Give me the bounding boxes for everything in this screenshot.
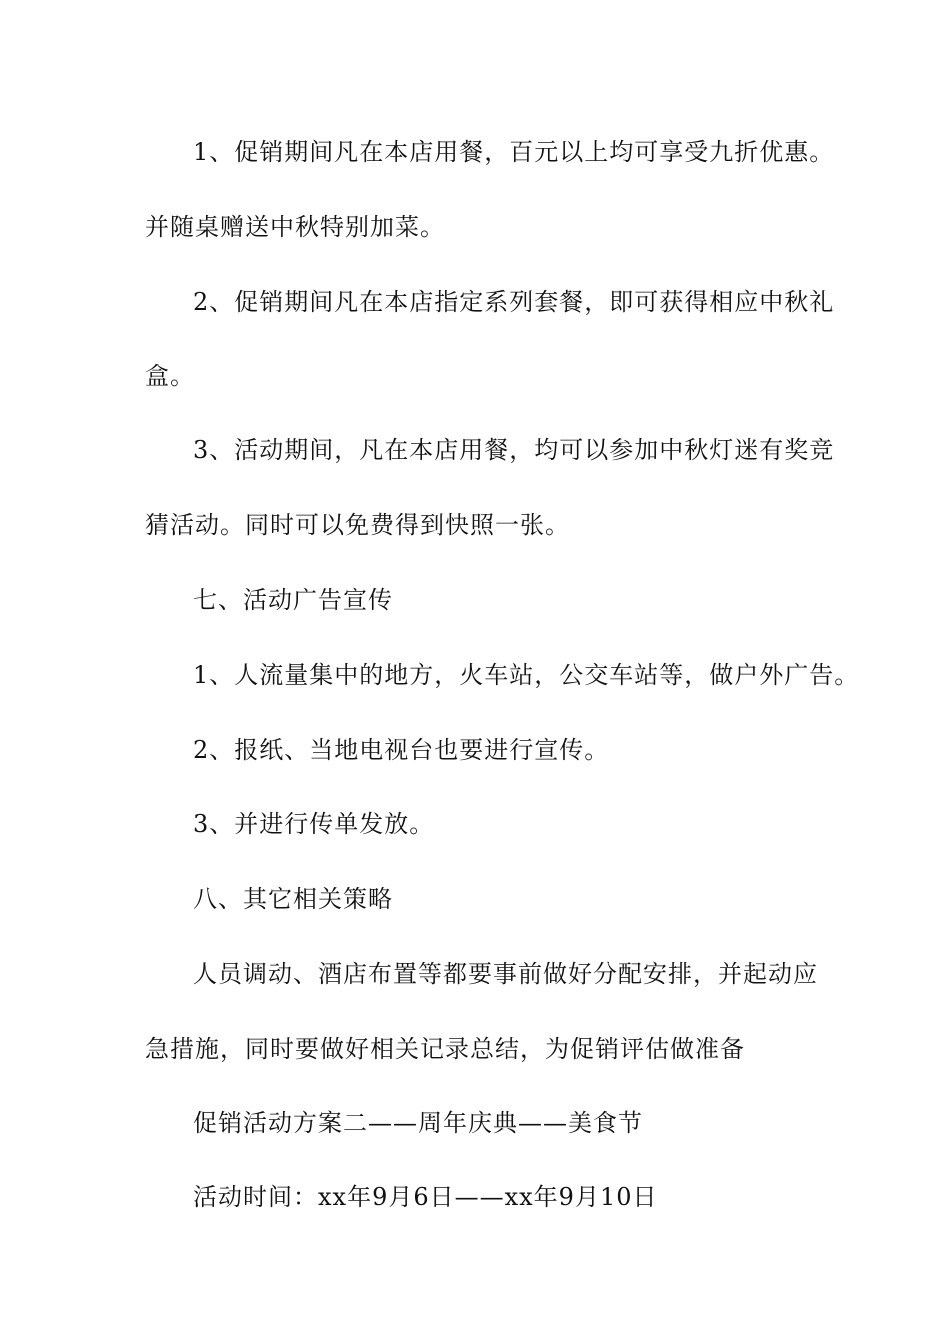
text-line: 急措施，同时要做好相关记录总结，为促销评估做准备 xyxy=(145,1035,745,1063)
text-line: 并随桌赠送中秋特别加菜。 xyxy=(145,213,445,241)
text-line: 猜活动。同时可以免费得到快照一张。 xyxy=(145,511,570,539)
section-heading: 八、其它相关策略 xyxy=(193,885,393,913)
text-line: 3、活动期间，凡在本店用餐，均可以参加中秋灯迷有奖竞 xyxy=(193,436,835,464)
section-heading: 七、活动广告宣传 xyxy=(193,586,393,614)
plan-title: 促销活动方案二——周年庆典——美食节 xyxy=(193,1109,643,1137)
text-line: 1、人流量集中的地方，火车站，公交车站等，做户外广告。 xyxy=(193,661,860,689)
text-line: 1、促销期间凡在本店用餐，百元以上均可享受九折优惠。 xyxy=(193,138,835,166)
text-line: 2、报纸、当地电视台也要进行宣传。 xyxy=(193,736,610,764)
text-line: 3、并进行传单发放。 xyxy=(193,810,435,838)
text-line: 人员调动、酒店布置等都要事前做好分配安排，并起动应 xyxy=(193,960,818,988)
text-line: 2、促销期间凡在本店指定系列套餐，即可获得相应中秋礼 xyxy=(193,288,835,316)
activity-time: 活动时间：xx年9月6日——xx年9月10日 xyxy=(193,1183,658,1211)
text-line: 盒。 xyxy=(145,362,195,390)
